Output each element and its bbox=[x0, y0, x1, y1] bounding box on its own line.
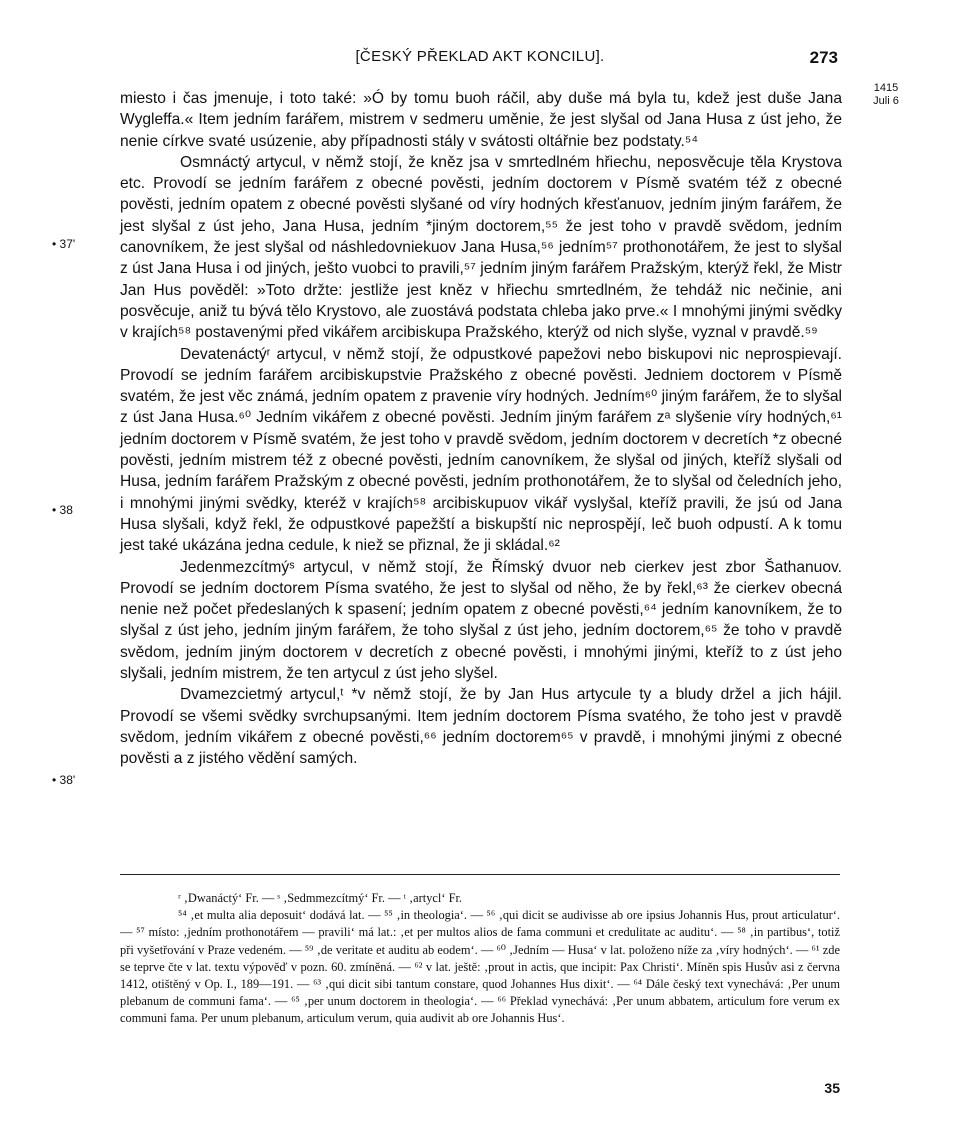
side-date bbox=[856, 82, 916, 108]
side-date-year: 1415 bbox=[873, 82, 899, 94]
footnote-divider bbox=[120, 874, 840, 875]
paragraph-2: Osmnáctý artycul, v němž stojí, že kněz jsa v smrtedlném hřiechu, neposvěcuje těla Krystova etc. Provodí se jedním farářem z obecné pověsti, jedním doctorem v Písmě svatém též z obecné pověsti, jedním opatem z obecné pověsti slyšané od víry hodných křesťanuov, jedním jiným farářem, že jest slyšal z úst jeho, Jana Husa, jedním *jiným doctorem,⁵⁵ že jest toho v pravdě svědom, jedním canovníkem, že jest slyšal od náshledovniekuov Jana Husa,⁵⁶ jedním⁵⁷ prothonotářem, že jest to slyšal z úst Jana Husa i od jiných, ješto vuobci to pravili,⁵⁷ jedním jiným farářem Pražským, kterýž řekl, že Mistr Jan Hus pověděl: »Toto držte: jestliže jest kněz v hřiechu smrtedlném, že tehdáž nic nečinie, ani posvěcuje, aniž tu bývá tělo Krystovo, ale zuostává podstata chleba jako prve.« I mnohými jinými svědky v krajích⁵⁸ postavenými před vikářem arcibiskupa Pražského, kterýž od nich slyše, vyznal v pravdě.⁵⁹ bbox=[120, 153, 842, 342]
paragraph-5: Dvamezcietmý artycul,ᵗ *v němž stojí, že by Jan Hus artycule ty a bludy držel a jich hájil. Provodí se všemi svědky svrchupsanými. Item jedním doctorem Písma svatého, že toho jest v pravdě svědom, jedním vikářem z obecné pověsti,⁶⁶ jedním doctorem⁶⁵ v pravdě, i mnohými jinými z obecné pověsti a z jistého vědění samých. bbox=[120, 686, 842, 768]
footnotes bbox=[120, 890, 840, 1028]
margin-mark-38-prime: • 38' bbox=[52, 773, 76, 787]
margin-mark-38: • 38 bbox=[52, 503, 73, 517]
running-title: [ČESKÝ PŘEKLAD AKT KONCILU]. bbox=[355, 48, 605, 65]
page-header bbox=[120, 48, 840, 72]
main-text bbox=[120, 88, 842, 770]
paragraph-3: Devatenáctýʳ artycul, v němž stojí, že odpustkové papežovi nebo biskupovi nic neprospievají. Provodí se jedním farářem arcibiskupstvie Pražského z obecné pověsti. Jedniem doctorem v Písmě svatém, že jest věc známá, jedním opatem z pravenie víry hodných. Jedním⁶⁰ jiným farářem, že to slyšal z úst Jana Husa.⁶⁰ Jedním vikářem z obecné pověsti. Jedním jiným farářem zᵃ slyšenie víry hodných,⁶¹ jedním doctorem v Písmě svatém, že jest toho v pravdě svědom, jedním doctorem v decretích *z obecné pověsti, jedním mistrem též z obecné pověsti, jedním canovníkem, že slyšal od jiných, kteříž slyšali od Husa, jedním farářem Pražským z obecné pověsti, jedním prothonotářem, že to slyšal od čeledních jeho, i mnohými jinými svědky, kteréž v krajích⁵⁸ arcibiskupuov vikář vyslyšal, kteříž pravili, že jsú od Jana Husa slyšali, když řekl, že odpustkové papežští a biskupští nic neprospějí, leč buoh odpustí. A k tomu jest také ukázána jedna cedule, k niež se přiznal, že ji skládal.⁶² bbox=[120, 345, 842, 555]
page-number: 273 bbox=[809, 48, 838, 67]
margin-mark-37: • 37' bbox=[52, 237, 76, 251]
paragraph-1: miesto i čas jmenuje, i toto také: »Ó by tomu buoh ráčil, aby duše má byla tu, kdež jest duše Jana Wygleffa.« Item jedním farářem, mistrem v sedmeru uměnie, že jest slyšal od Jana Husa z úst jeho, že nenie církve svaté usúzenie, aby případnosti stály v svátosti oltářnie bez podstaty.⁵⁴ bbox=[120, 90, 842, 150]
footnote-commentary: ⁵⁴ ‚et multa alia deposuit‘ dodává lat. — ⁵⁵ ‚in theologia‘. — ⁵⁶ ‚qui dicit se audivisse ab ore ipsius Johannis Hus, prout articulatur‘. — ⁵⁷ místo: ‚jedním prothonotářem — pravili‘ má lat.: ‚et per multos alios de fama communi et credulitate ac auditu‘. — ⁵⁸ ‚in partibus‘, totiž při vyšetřování v Praze vedeném. — ⁵⁹ ‚de veritate et auditu ab eodem‘. — ⁶⁰ ‚Jedním — Husa‘ v lat. položeno níže za ‚víry hodných‘. — ⁶¹ zde se teprve čte v lat. textu výpověď v pozn. 60. zmíněná. — ⁶² v lat. ještě: ‚prout in actis, que incipit: Pax Christi‘. Míněn spis Husův asi z června 1412, otištěný v Op. I., 189—191. — ⁶³ ‚qui dicit sibi tantum constare, quod Johannes Hus dixit‘. — ⁶⁴ Dále český text vynechává: ‚Per unum plebanum de communi fama‘. — ⁶⁵ ‚per unum doctorem in theologia‘. — ⁶⁶ Překlad vynechává: ‚Per unum abbatem, articulum fore verum ex communi fama. Per unum plebanum, articulum verum, quia audivit ab ore Johannis Hus‘. bbox=[120, 908, 840, 1026]
paragraph-4: Jedenmezcítmýˢ artycul, v němž stojí, že Římský dvuor neb cierkev jest zbor Šathanuov. Provodí se jedním doctorem Písma svatého, že jest to slyšal od něho, že by řekl,⁶³ že cierkev obecná nenie než počet předeslaných k spasení; jedním opatem z obecné pověsti,⁶⁴ jedním kanovníkem, že to slyšal z úst jeho, jedním jiným farářem, že toho slyšal z úst jeho, jedním doctorem,⁶⁵ že toho v pravdě svědom, jedním jiným doctorem v decretích z obecné pověsti, i mnohými jinými, kteříž to z úst jeho slyšali, jedním mistrem, že ten artycul z úst jeho slyšel. bbox=[120, 558, 842, 683]
signature-number: 35 bbox=[824, 1080, 840, 1096]
side-date-day: Juli 6 bbox=[873, 95, 899, 107]
footnote-variants: ʳ ‚Dwanáctý‘ Fr. — ˢ ‚Sedmmezcítmý‘ Fr. — ᵗ ‚artycl‘ Fr. bbox=[178, 891, 463, 905]
